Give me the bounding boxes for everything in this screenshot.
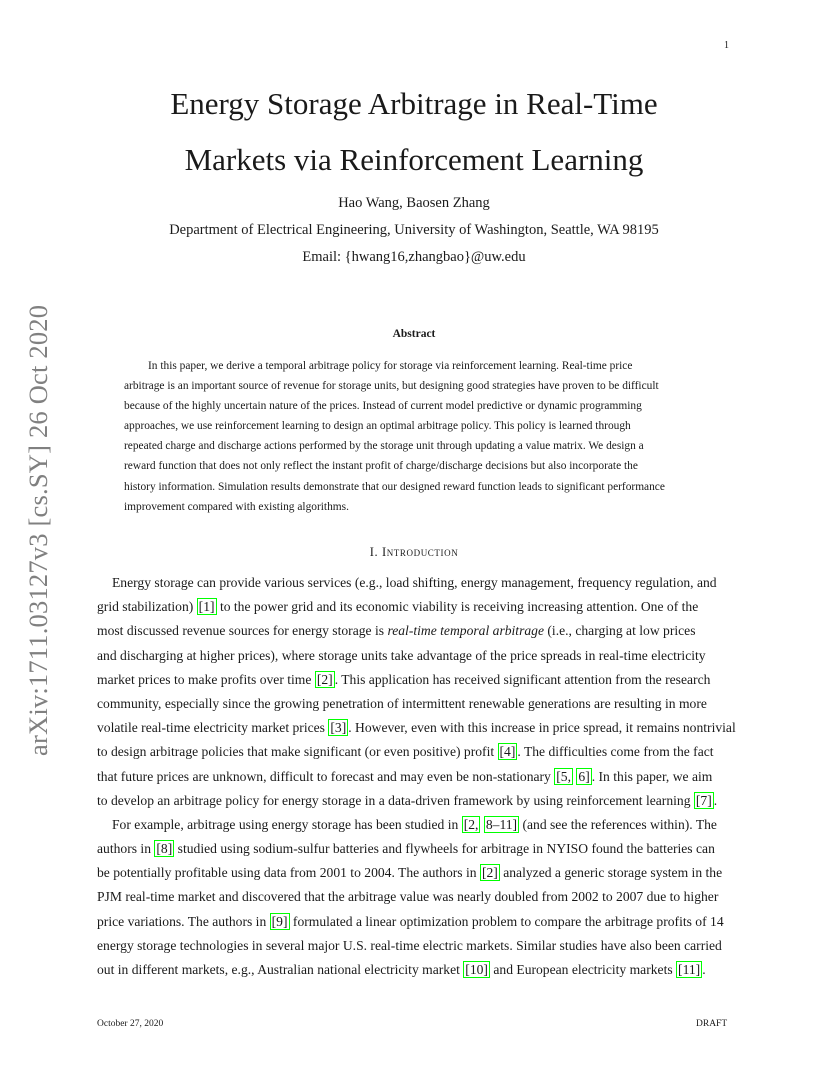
citation-link[interactable]: [8] [156,841,173,857]
body-text: For example, arbitrage using energy storage has been studied in [112,816,459,832]
body-line [97,813,731,837]
body-text: to develop an arbitrage policy for energy storage in a data-driven framework by using reinforcement learning [97,792,691,808]
body-line [97,837,731,861]
body-line [97,910,731,934]
body-text: . In this paper, we aim [591,768,713,784]
citation-link[interactable]: 6] [578,768,590,784]
abstract-line: reward function that does not only reflect the instant profit of charge/discharge decisions but also incorporate the [124,460,638,473]
body-line [97,716,736,740]
footer-draft-label: DRAFT [696,1019,728,1029]
title-line-1: Energy Storage Arbitrage in Real-Time [170,86,658,121]
email: Email: {hwang16,zhangbao}@uw.edu [302,249,526,265]
body-text: . This application has received significant attention from the research [334,671,711,687]
author-names: Hao Wang, Baosen Zhang [338,195,490,211]
citation-link[interactable]: [2] [316,671,333,687]
body-line [97,692,731,716]
body-text: market prices to make profits over time [97,671,312,687]
body-text: . However, even with this increase in price spread, it remains nontrivial [348,720,736,736]
body-line [97,934,731,958]
body-text: that future prices are unknown, difficult to forecast and may even be non-stationary [97,768,551,784]
abstract-body [124,356,704,517]
citation-link[interactable]: [5, [556,768,571,784]
author-block [100,190,728,271]
body-text: grid stabilization) [97,599,194,615]
citation-link[interactable]: [9] [271,913,288,929]
body-text: price variations. The authors in [97,913,267,929]
abstract-line: approaches, we use reinforcement learning to design an optimal arbitrage policy. This policy is learned through [124,420,631,433]
body-text: (i.e., charging at low prices [547,623,696,639]
affiliation: Department of Electrical Engineering, University of Washington, Seattle, WA 98195 [169,222,659,238]
abstract-heading: Abstract [392,328,436,340]
body-text: . [713,792,718,808]
body-line [97,789,731,813]
paper-title [120,76,708,188]
citation-link[interactable]: [4] [499,744,516,760]
section-name: Introduction [381,545,459,559]
body-text: to the power grid and its economic viability is receiving increasing attention. One of the [219,599,699,615]
body-line [97,595,731,619]
citation-link[interactable]: [3] [330,720,347,736]
body-text: authors in [97,841,151,857]
body-text: Energy storage can provide various services (e.g., load shifting, energy management, frequency regulation, and [112,575,717,590]
body-text: . The difficulties come from the fact [517,744,714,760]
body-line [97,861,731,885]
abstract-line: In this paper, we derive a temporal arbitrage policy for storage via reinforcement learning. Real-time price [148,360,633,372]
arxiv-identifier: arXiv:1711.03127v3 [cs.SY] 26 Oct 2020 [23,304,53,756]
citation-link[interactable]: [1] [198,599,215,615]
title-line-2: Markets via Reinforcement Learning [184,142,644,177]
body-text: to design arbitrage policies that make significant (or even positive) profit [97,744,495,760]
body-text: . [702,962,706,977]
citation-link[interactable]: 8–11] [485,816,518,832]
body-text: analyzed a generic storage system in the [503,865,723,881]
body-text: most discussed revenue sources for energy storage is [97,623,385,639]
body-text: community, especially since the growing penetration of intermittent renewable generations are resulting in more [97,695,707,711]
body-text: be potentially profitable using data from 2001 to 2004. The authors in [97,865,477,881]
citation-link[interactable]: [7] [695,792,712,808]
body-text: and European electricity markets [493,962,673,977]
citation-link[interactable]: [2, [463,816,479,832]
citation-link[interactable]: [11] [678,962,701,977]
body-text: volatile real-time electricity market prices [97,720,325,736]
body-line [97,885,731,909]
body-line [97,668,731,692]
abstract-line: improvement compared with existing algorithms. [124,500,349,513]
abstract-line: history information. Simulation results demonstrate that our designed reward function leads to significant performance [124,480,665,493]
body-line [97,765,731,789]
body-line [97,958,731,982]
citation-link[interactable]: [10] [465,962,488,977]
page-number: 1 [724,40,729,51]
body-text: formulated a linear optimization problem to compare the arbitrage profits of 14 [292,913,724,929]
abstract-line: repeated charge and discharge actions performed by the storage unit through updating a value matrix. We design a [124,440,644,453]
body-text: energy storage technologies in several major U.S. real-time electric markets. Similar studies have also been carried [97,937,722,953]
body-text: out in different markets, e.g., Australian national electricity market [97,962,460,977]
introduction-body [97,571,736,982]
citation-link[interactable]: [2] [481,865,498,881]
body-line [97,740,731,764]
body-text: studied using sodium-sulfur batteries and flywheels for arbitrage in NYISO found the batteries can [177,841,715,857]
body-text: (and see the references within). The [522,816,717,832]
body-text: PJM real-time market and discovered that the arbitrage value was nearly doubled from 2002 to 2007 due to higher [97,889,719,905]
abstract-line: arbitrage is an important source of revenue for storage units, but designing good strategies have proven to be difficult [124,380,659,393]
emphasis-text: real-time temporal arbitrage [387,623,544,639]
body-line [97,644,731,668]
body-line [97,619,731,643]
section-numeral: I. [369,545,379,559]
footer-date: October 27, 2020 [97,1019,164,1029]
body-line [97,571,731,595]
abstract-line: because of the highly uncertain nature of the prices. Instead of current model predictive or dynamic programming [124,400,642,413]
section-heading [100,545,728,560]
body-text: and discharging at higher prices), where storage units take advantage of the price spreads in real-time electricity [97,647,706,663]
